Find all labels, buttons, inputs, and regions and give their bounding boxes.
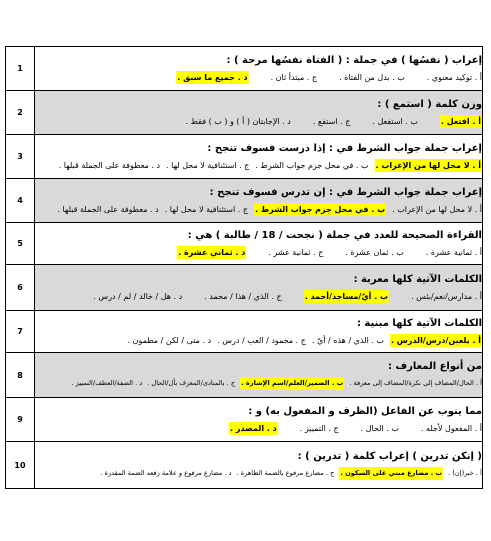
question-row <box>6 398 483 442</box>
question-number: 6 <box>6 265 35 311</box>
correct-answer-option: ب . أيّ/مساجد/أحمد . <box>304 291 389 301</box>
answer-option: ج . التمييز . <box>299 423 339 433</box>
question-text: إعراب ( نفسُها ) في جملة : ( الفتاة نفسُها مرحة ) : <box>226 54 482 66</box>
answer-option: أ . ثمانية عشرة . <box>425 247 482 257</box>
question-cell <box>35 91 483 135</box>
answer-option: ب . ثمان عشرة . <box>345 247 404 257</box>
question-text: إعراب جملة جواب الشرط في : إذا درست فسوف تنجح : <box>207 142 482 154</box>
answer-option: أ . لا محل لها من الإعراب . <box>392 204 482 214</box>
question-text: ( إنكن تدرين ) إعراب كلمة ( تدرين ) : <box>297 451 482 462</box>
question-number: 1 <box>6 47 35 91</box>
question-number: 9 <box>6 398 35 442</box>
question-row <box>6 91 483 135</box>
answer-option: د . معطوفة على الجملة قبلها . <box>57 204 159 214</box>
answer-option: د . هل / خالد / لم / درس . <box>93 291 183 301</box>
answer-option: د . الإجابتان ( أ ) و ( ب ) فقط . <box>185 116 291 126</box>
question-row <box>6 353 483 398</box>
correct-answer-option: أ . يلعبن/درس/الدرس . <box>390 335 481 345</box>
correct-answer-option: د . ثماني عشرة . <box>178 247 246 257</box>
answer-options <box>35 422 482 435</box>
question-row <box>6 135 483 179</box>
question-number: 4 <box>6 179 35 223</box>
answer-option: أ . المفعول لأجله . <box>420 423 482 433</box>
question-number: 7 <box>6 311 35 353</box>
question-row <box>6 223 483 265</box>
answer-option: ج . استفع . <box>312 116 351 126</box>
correct-answer-option: أ . افتعل . <box>440 116 481 126</box>
question-cell <box>35 179 483 223</box>
answer-option: د . الصفة/العطف/التمييز . <box>71 379 143 387</box>
question-cell <box>35 353 483 398</box>
answer-option: د . متى / لكن / مطمون . <box>127 335 212 345</box>
answer-options <box>35 334 482 347</box>
answer-option: ج . استئنافية لا محل لها . <box>164 204 248 214</box>
answer-option: د . مضارع مرفوع و علامة رفعه الضمة المقدرة . <box>100 469 232 477</box>
correct-answer-option: د . المصدر . <box>230 423 277 433</box>
answer-options <box>35 377 482 390</box>
questions-body <box>6 47 483 489</box>
question-row <box>6 179 483 223</box>
answer-options <box>35 246 482 259</box>
answer-options <box>35 203 482 216</box>
correct-answer-option: ب . مضارع مبني على السكون . <box>339 467 443 480</box>
correct-answer-option: أ . لا محل لها من الإعراب . <box>375 160 481 170</box>
answer-options <box>35 71 482 84</box>
question-text: مما ينوب عن الفاعل (الظرف و المفعول به) و : <box>248 405 482 417</box>
question-text: القراءة الصحيحة للعدد في جملة ( نجحت / 18 / طالبة ) هي : <box>187 229 482 241</box>
answer-option: ج . الذي / هذا / محمد . <box>204 291 282 301</box>
question-number: 2 <box>6 91 35 135</box>
answer-option: أ . توكيد معنوي . <box>426 72 482 82</box>
answer-option: ج . مبتدأ ثان . <box>270 72 318 82</box>
question-row <box>6 265 483 311</box>
answer-option: د . معطوفة على الجملة قبلها . <box>58 160 161 170</box>
correct-answer-option: ب . في محل جزم جواب الشرط . <box>255 204 386 214</box>
answer-option: ج . بالمنادى/المعرف بأل/الحال . <box>147 379 236 387</box>
question-cell <box>35 135 483 179</box>
question-cell <box>35 223 483 265</box>
question-number: 8 <box>6 353 35 398</box>
correct-answer-option: ب . الضمير/العلم/اسم الإشارة . <box>240 377 344 390</box>
answer-option: أ . الحال/المضاف إلى نكرة/المضاف إلى معرفة . <box>349 379 482 387</box>
correct-answer-option: د . جميع ما سبق . <box>177 72 248 82</box>
question-text: إعراب جملة جواب الشرط في : إن تدرس فسوف تنجح : <box>209 186 482 198</box>
answer-option: ج . استئنافية لا محل لها . <box>166 160 250 170</box>
question-text: من أنواع المعارف : <box>387 361 482 372</box>
answer-option: أ . مدارس/نعم/بئس . <box>411 291 482 301</box>
question-cell <box>35 442 483 489</box>
question-number: 3 <box>6 135 35 179</box>
answer-option: ب . استفعل . <box>372 116 418 126</box>
answer-options <box>35 290 482 303</box>
question-cell <box>35 47 483 91</box>
answer-options <box>35 115 482 128</box>
answer-options <box>35 467 482 480</box>
question-cell <box>35 398 483 442</box>
question-text: الكلمات الآتية كلها معربة : <box>353 273 482 285</box>
answer-option: أ . خبر(إن) . <box>448 469 482 477</box>
answer-option: ج . محمود / العب / درس . <box>217 335 306 345</box>
question-text: وزن كلمة ( استمع ) : <box>377 98 482 110</box>
answer-option: ب . الذي / هذه / أيّ . <box>311 335 384 345</box>
answer-option: ب . بدل من الفتاة . <box>339 72 405 82</box>
answer-option: ج . ثمانية عشر . <box>268 247 324 257</box>
question-cell <box>35 311 483 353</box>
question-row <box>6 442 483 489</box>
questions-table <box>5 46 483 489</box>
question-number: 10 <box>6 442 35 489</box>
question-row <box>6 311 483 353</box>
question-number: 5 <box>6 223 35 265</box>
answer-options <box>35 159 482 172</box>
question-text: الكلمات الآتية كلها مبنية : <box>356 317 482 329</box>
answer-option: ب . الحال . <box>360 423 399 433</box>
answer-option: ب . في محل جزم جواب الشرط . <box>255 160 369 170</box>
question-row <box>6 47 483 91</box>
question-cell <box>35 265 483 311</box>
answer-option: ج . مضارع مرفوع بالضمة الظاهرة . <box>236 469 335 477</box>
